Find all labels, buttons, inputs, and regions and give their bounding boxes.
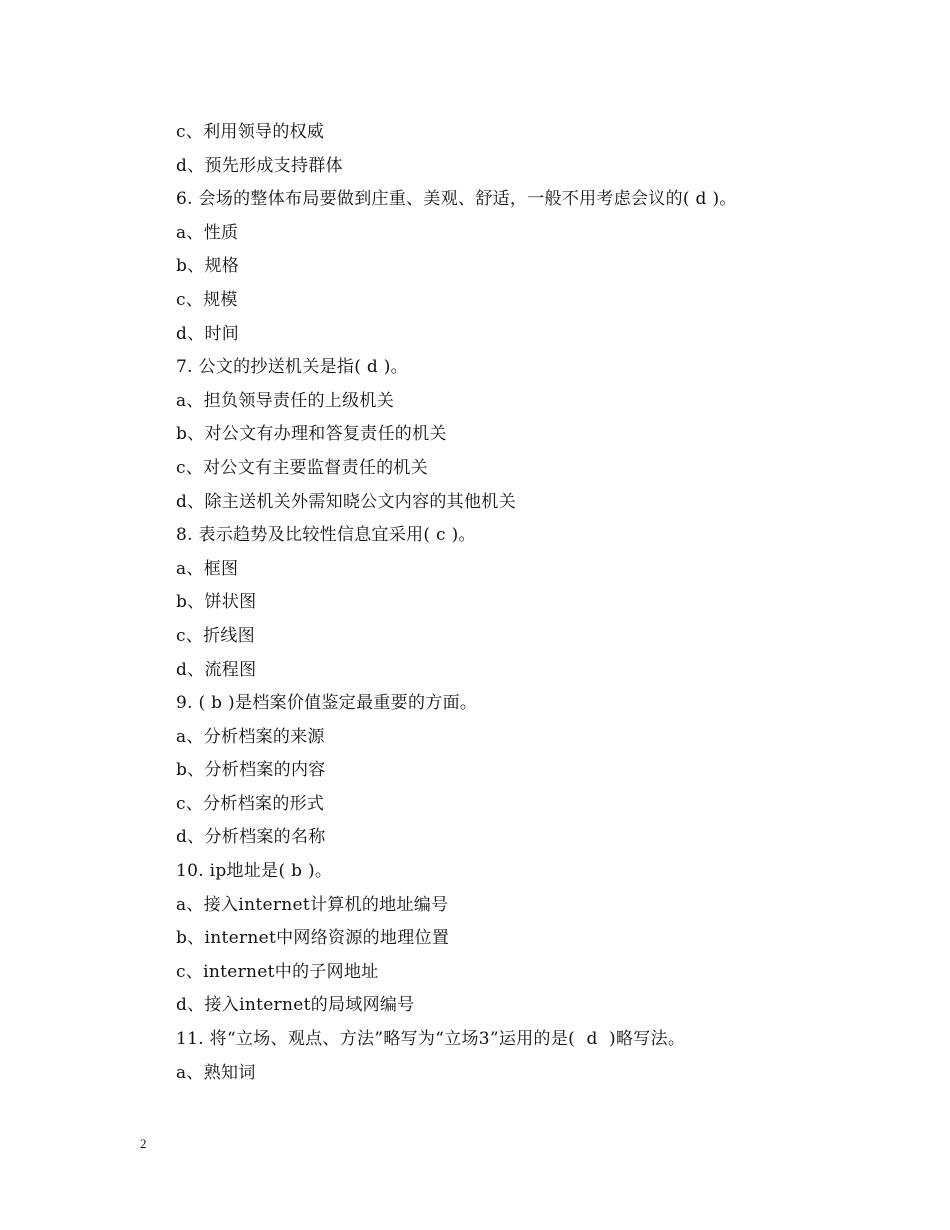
option-line: a、性质	[176, 222, 239, 243]
option-line: b、规格	[176, 256, 240, 277]
option-line: b、饼状图	[176, 592, 257, 613]
question-line: 10. ip地址是( b )。	[176, 861, 333, 882]
option-line: d、时间	[176, 323, 240, 344]
question-line: 8. 表示趋势及比较性信息宜采用( c )。	[176, 525, 476, 546]
option-line: c、对公文有主要监督责任的机关	[176, 457, 429, 478]
option-line: c、折线图	[176, 625, 256, 646]
page-number: 2	[140, 1136, 147, 1151]
option-line: a、担负领导责任的上级机关	[176, 390, 395, 411]
option-line: a、分析档案的来源	[176, 726, 325, 747]
option-line: b、internet中网络资源的地理位置	[176, 928, 450, 949]
option-line: a、框图	[176, 558, 239, 579]
question-line: 11. 将“立场、观点、方法”略写为“立场3”运用的是( d )略写法。	[176, 1029, 686, 1050]
option-line: d、除主送机关外需知晓公文内容的其他机关	[176, 491, 516, 512]
option-line: b、分析档案的内容	[176, 760, 326, 781]
option-line: a、熟知词	[176, 1062, 256, 1083]
option-line: c、规模	[176, 289, 238, 310]
option-line: c、分析档案的形式	[176, 793, 325, 814]
question-line: 7. 公文的抄送机关是指( d )。	[176, 357, 408, 378]
option-line: d、流程图	[176, 659, 257, 680]
option-line: d、接入internet的局域网编号	[176, 995, 415, 1016]
option-line: d、分析档案的名称	[176, 827, 326, 848]
option-line: c、internet中的子网地址	[176, 961, 379, 982]
document-body	[176, 116, 876, 1090]
option-line: b、对公文有办理和答复责任的机关	[176, 424, 447, 445]
option-line: a、接入internet计算机的地址编号	[176, 894, 449, 915]
question-line: 9. ( b )是档案价值鉴定最重要的方面。	[176, 693, 478, 714]
option-line: c、利用领导的权威	[176, 122, 325, 142]
option-line: d、预先形成支持群体	[176, 155, 343, 176]
question-line: 6. 会场的整体布局要做到庄重、美观、舒适，一般不用考虑会议的( d )。	[176, 189, 737, 210]
